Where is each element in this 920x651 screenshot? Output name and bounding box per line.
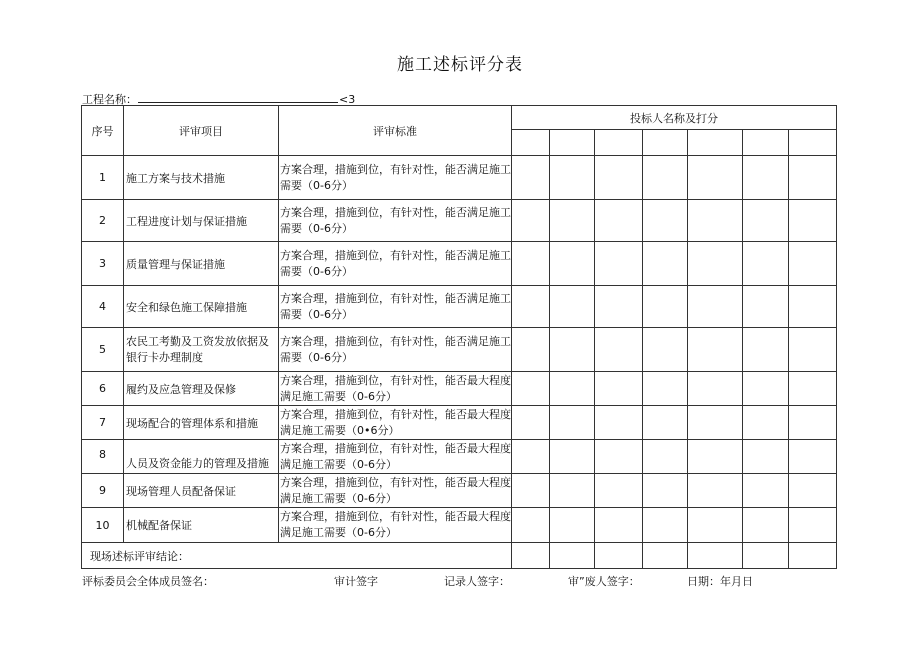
score-cell <box>512 200 550 242</box>
page-title: 施工述标评分表 <box>397 55 523 75</box>
score-cell <box>789 156 837 200</box>
review-item: 现场管理人员配备保证 <box>124 474 279 508</box>
project-name-label: 工程名称： <box>82 93 137 106</box>
review-item: 农民工考勤及工资发放依据及银行卡办理制度 <box>124 328 279 372</box>
score-cell <box>643 156 688 200</box>
score-cell <box>512 406 550 440</box>
review-standard-text: 方案合理，措施到位，有针对性，能否最大程度 满足施工需要（0-6分） <box>280 475 511 505</box>
score-cell <box>595 200 643 242</box>
score-cell <box>550 543 595 569</box>
score-cell <box>789 200 837 242</box>
table-row <box>82 156 837 200</box>
row-number: 7 <box>82 406 124 440</box>
score-cell <box>512 328 550 372</box>
table-row <box>82 474 837 508</box>
table-row <box>82 406 837 440</box>
row-number: 3 <box>82 242 124 286</box>
score-cell <box>550 440 595 474</box>
table-row <box>82 200 837 242</box>
table-row <box>82 286 837 328</box>
review-standard <box>279 372 512 406</box>
score-cell <box>595 406 643 440</box>
review-standard <box>279 286 512 328</box>
score-cell <box>688 474 743 508</box>
score-cell <box>688 372 743 406</box>
bidder-cell <box>643 130 688 156</box>
header-standard: 评审标准 <box>279 106 512 156</box>
row-number: 10 <box>82 508 124 543</box>
review-standard <box>279 328 512 372</box>
bidder-cell <box>789 130 837 156</box>
score-cell <box>595 508 643 543</box>
score-cell <box>688 543 743 569</box>
score-cell <box>688 328 743 372</box>
bidder-cell <box>595 130 643 156</box>
score-cell <box>743 474 789 508</box>
score-cell <box>512 440 550 474</box>
review-standard-text: 方案合理，措施到位，有针对性，能否满足施工 需要（0-6分） <box>280 291 511 321</box>
score-cell <box>688 242 743 286</box>
header-no: 序号 <box>82 106 124 156</box>
score-cell <box>643 508 688 543</box>
score-cell <box>512 286 550 328</box>
recorder-signature-label: 记录人签字： <box>444 575 510 588</box>
score-cell <box>789 286 837 328</box>
score-cell <box>688 156 743 200</box>
score-cell <box>743 440 789 474</box>
scoring-table <box>81 105 837 569</box>
score-cell <box>595 328 643 372</box>
score-cell <box>512 242 550 286</box>
score-cell <box>550 200 595 242</box>
row-number: 1 <box>82 156 124 200</box>
score-cell <box>550 372 595 406</box>
table-body <box>82 156 837 543</box>
score-cell <box>789 242 837 286</box>
score-cell <box>743 406 789 440</box>
score-cell <box>595 474 643 508</box>
score-cell <box>643 440 688 474</box>
review-standard <box>279 200 512 242</box>
score-cell <box>550 474 595 508</box>
audit-signature-label: 审计签字 <box>334 575 378 588</box>
review-standard <box>279 242 512 286</box>
bidder-cell <box>512 130 550 156</box>
score-cell <box>595 286 643 328</box>
review-item: 质量管理与保证措施 <box>124 242 279 286</box>
header-item: 评审项目 <box>124 106 279 156</box>
score-cell <box>595 543 643 569</box>
score-cell <box>595 372 643 406</box>
score-cell <box>643 406 688 440</box>
bidder-cell <box>743 130 789 156</box>
score-cell <box>688 508 743 543</box>
row-number: 9 <box>82 474 124 508</box>
score-cell <box>743 200 789 242</box>
project-name-suffix: <3 <box>339 93 356 106</box>
header-bidders: 投标人名称及打分 <box>512 106 837 130</box>
row-number: 2 <box>82 200 124 242</box>
row-number: 4 <box>82 286 124 328</box>
review-item: 现场配合的管理体系和措施 <box>124 406 279 440</box>
score-cell <box>743 543 789 569</box>
score-cell <box>550 286 595 328</box>
score-cell <box>512 156 550 200</box>
review-item: 人员及资金能力的管理及措施 <box>124 440 279 474</box>
score-cell <box>550 508 595 543</box>
score-cell <box>595 242 643 286</box>
review-standard-text: 方案合理，措施到位，有针对性，能否满足施工 需要（0-6分） <box>280 334 511 364</box>
score-cell <box>643 242 688 286</box>
review-standard-text: 方案合理，措施到位，有针对性，能否满足施工 需要（0-6分） <box>280 162 511 192</box>
score-cell <box>789 508 837 543</box>
review-item: 施工方案与技术措施 <box>124 156 279 200</box>
row-number: 8 <box>82 440 124 474</box>
bidder-cell <box>550 130 595 156</box>
score-cell <box>550 406 595 440</box>
supervisor-signature-label: 审”废人签字： <box>568 575 640 588</box>
review-standard <box>279 508 512 543</box>
score-cell <box>789 474 837 508</box>
review-item: 工程进度计划与保证措施 <box>124 200 279 242</box>
score-cell <box>789 406 837 440</box>
score-cell <box>743 286 789 328</box>
review-standard <box>279 156 512 200</box>
project-name-underline <box>138 92 338 103</box>
score-cell <box>743 242 789 286</box>
score-cell <box>688 406 743 440</box>
score-cell <box>789 440 837 474</box>
review-item: 履约及应急管理及保修 <box>124 372 279 406</box>
score-cell <box>550 328 595 372</box>
score-cell <box>688 286 743 328</box>
score-cell <box>789 372 837 406</box>
review-standard <box>279 474 512 508</box>
review-standard-text: 方案合理，措施到位，有针对性，能否满足施工 需要（0-6分） <box>280 248 511 278</box>
score-cell <box>643 474 688 508</box>
review-standard-text: 方案合理，措施到位，有针对性，能否最大程度 满足施工需要（0-6分） <box>280 510 511 539</box>
score-cell <box>688 440 743 474</box>
review-standard-text: 方案合理，措施到位，有针对性，能否满足施工 需要（0-6分） <box>280 205 511 235</box>
table-row <box>82 372 837 406</box>
review-standard <box>279 406 512 440</box>
row-number: 5 <box>82 328 124 372</box>
score-cell <box>688 200 743 242</box>
score-cell <box>550 242 595 286</box>
review-standard <box>279 440 512 474</box>
review-item: 机械配备保证 <box>124 508 279 543</box>
score-cell <box>595 156 643 200</box>
bidder-cell <box>688 130 743 156</box>
score-cell <box>643 372 688 406</box>
conclusion-label: 现场述标评审结论： <box>82 543 512 569</box>
review-item: 安全和绿色施工保障措施 <box>124 286 279 328</box>
review-standard-text: 方案合理，措施到位，有针对性，能否最大程度 满足施工需要（0-6分） <box>280 441 511 471</box>
committee-signature-label: 评标委员会全体成员签名： <box>82 575 214 588</box>
score-cell <box>643 286 688 328</box>
table-row <box>82 328 837 372</box>
score-cell <box>743 156 789 200</box>
score-cell <box>512 508 550 543</box>
score-cell <box>743 508 789 543</box>
table-row <box>82 508 837 543</box>
score-cell <box>743 328 789 372</box>
row-number: 6 <box>82 372 124 406</box>
score-cell <box>743 372 789 406</box>
score-cell <box>512 372 550 406</box>
score-cell <box>643 543 688 569</box>
table-row <box>82 242 837 286</box>
score-cell <box>789 543 837 569</box>
score-cell <box>595 440 643 474</box>
score-cell <box>789 328 837 372</box>
score-cell <box>550 156 595 200</box>
date-label: 日期：年月日 <box>687 575 753 588</box>
score-cell <box>512 474 550 508</box>
score-cell <box>643 328 688 372</box>
table-row <box>82 440 837 474</box>
review-standard-text: 方案合理，措施到位，有针对性，能否最大程度 满足施工需要（0-6分） <box>280 373 511 403</box>
score-cell <box>512 543 550 569</box>
score-cell <box>643 200 688 242</box>
review-standard-text: 方案合理，措施到位，有针对性，能否最大程度 满足施工需要（0•6分） <box>280 407 511 437</box>
